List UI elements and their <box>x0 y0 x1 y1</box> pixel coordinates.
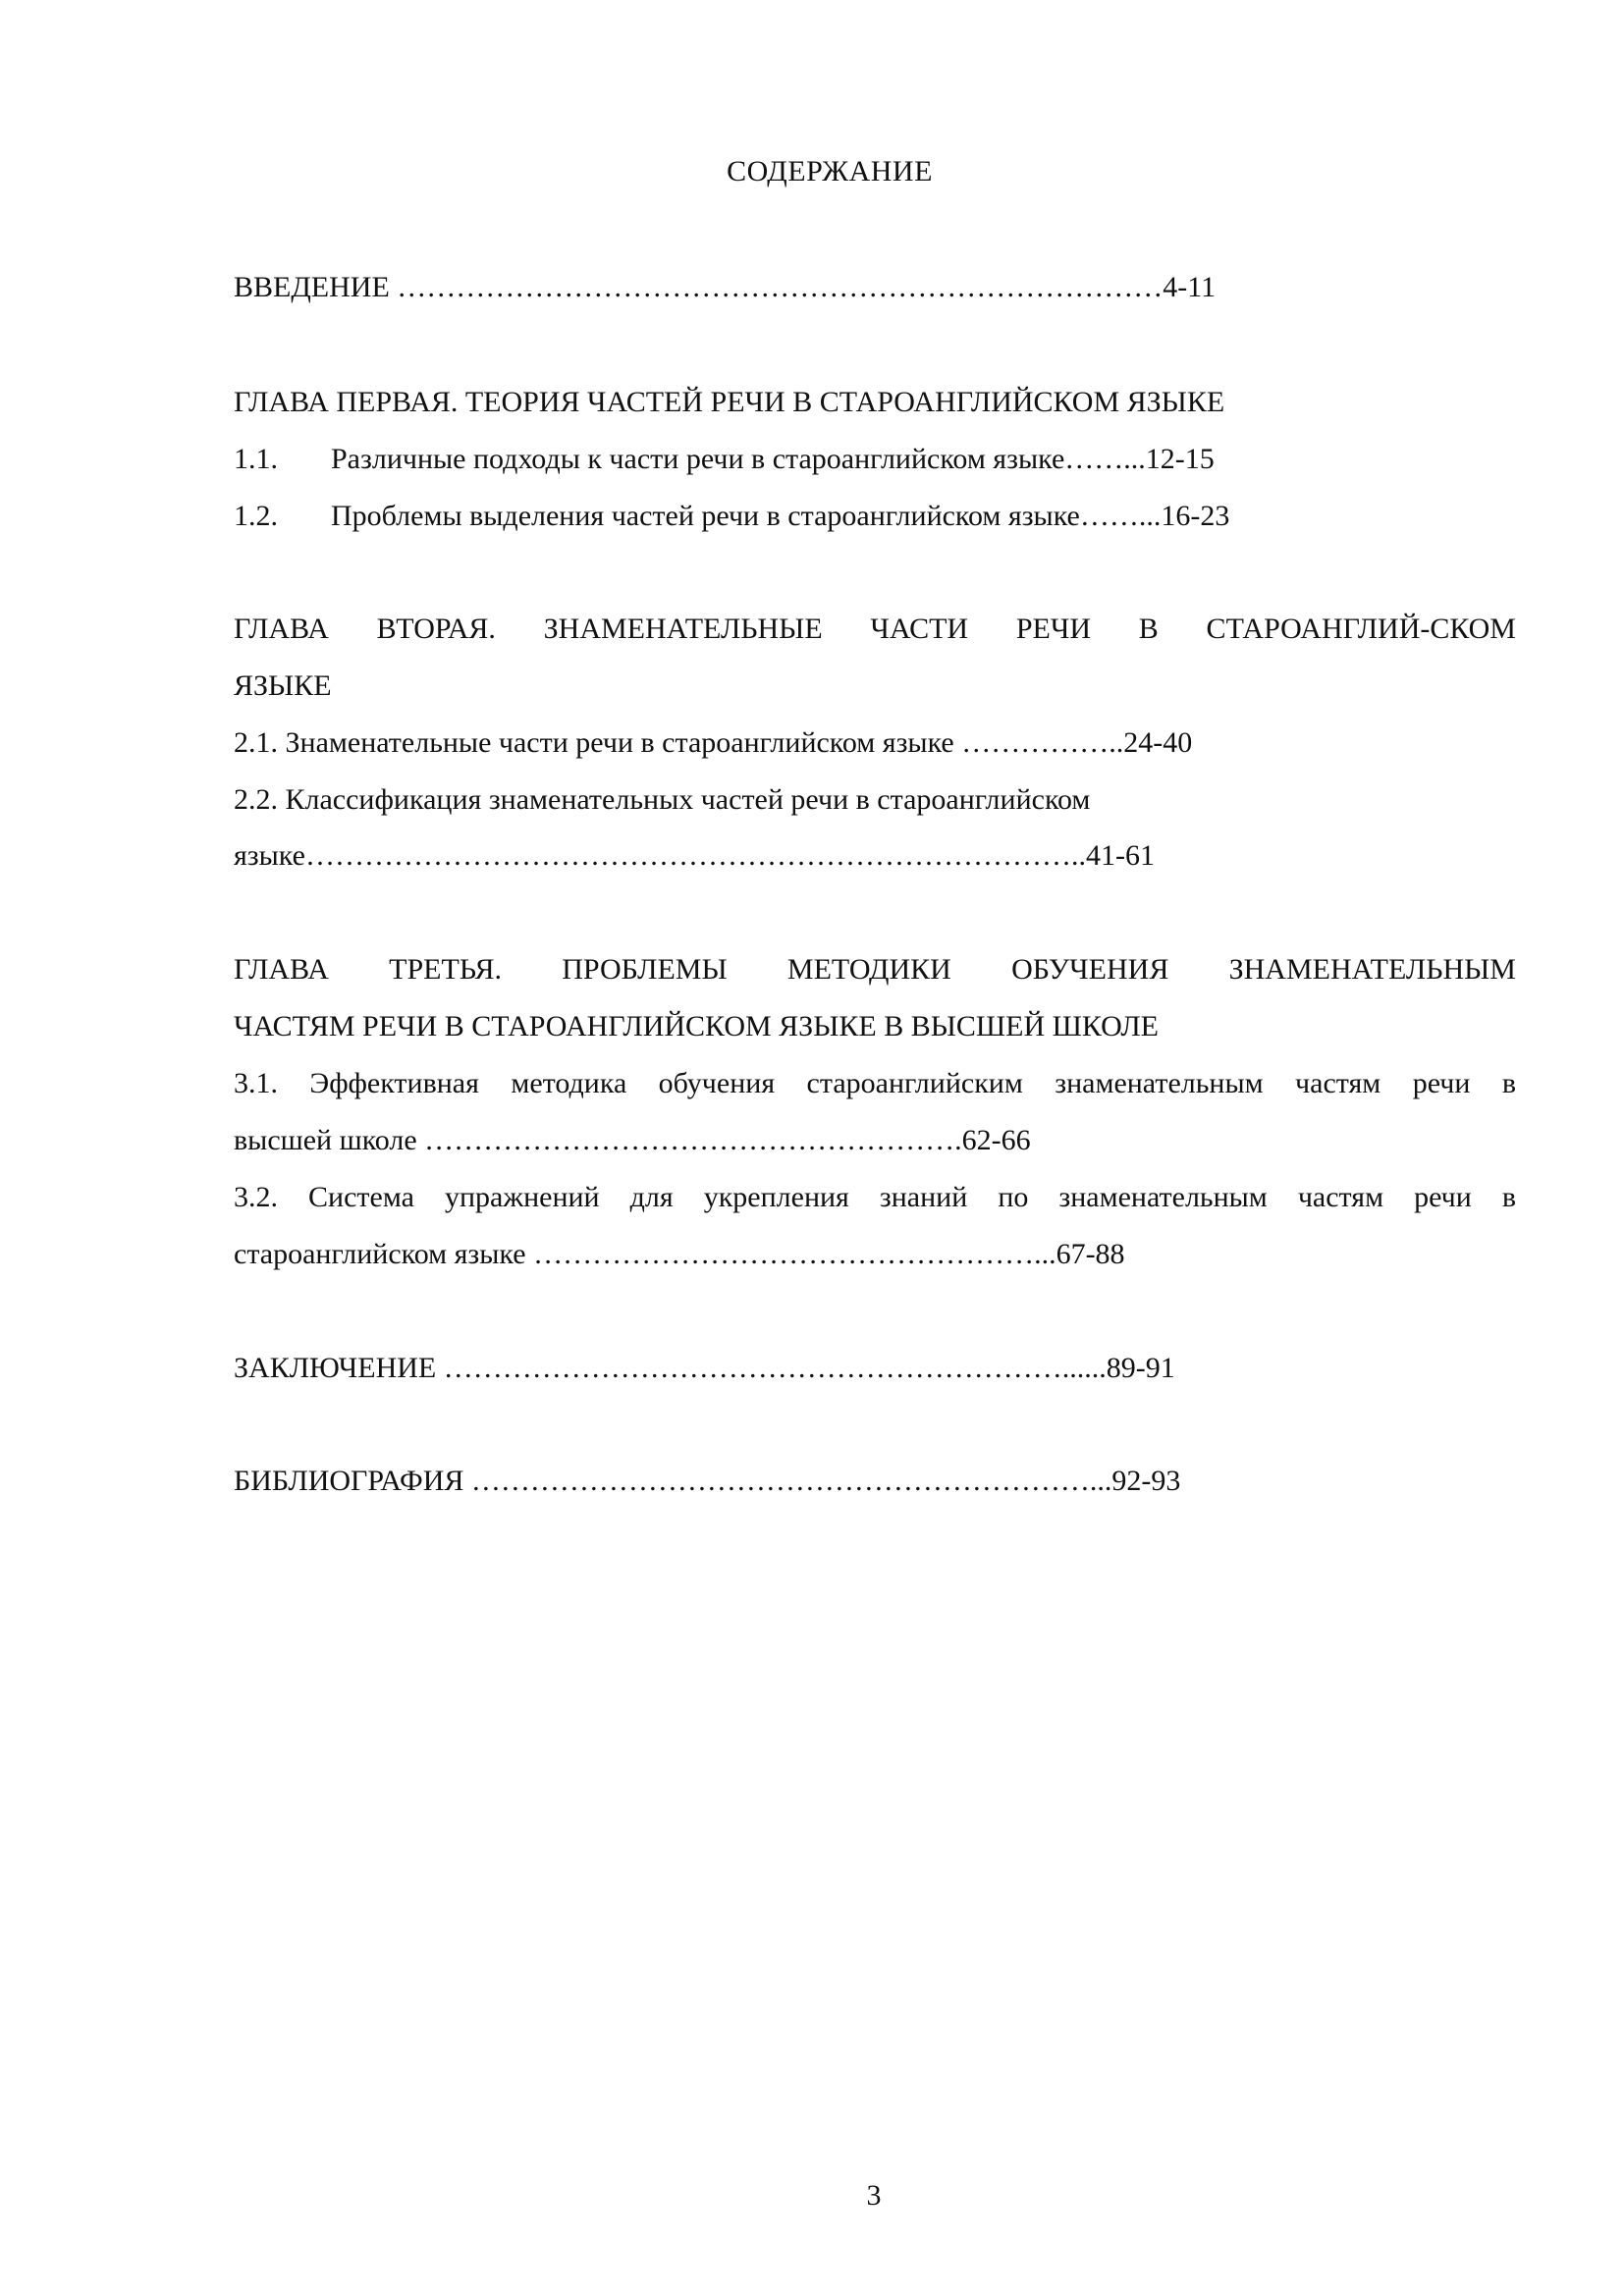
toc-entry-3-1-line-2: высшей школе ……………………………………………….62-66 <box>234 1124 1031 1156</box>
toc-entry-3-1-line-1: 3.1. Эффективная методика обучения староанглийским знаменательным частям речи в <box>234 1067 1516 1099</box>
toc-entry-3-2-line-1: 3.2. Система упражнений для укрепления знаний по знаменательным частям речи в <box>234 1181 1516 1213</box>
toc-entry-2-2-line-2: языке……………………………………………………………………..41-61 <box>234 839 1155 872</box>
toc-title: СОДЕРЖАНИЕ <box>727 155 933 187</box>
toc-entry-introduction: ВВЕДЕНИЕ ……………………………………………………………………4-11 <box>234 271 1217 303</box>
chapter-3-heading-line-1: ГЛАВА ТРЕТЬЯ. ПРОБЛЕМЫ МЕТОДИКИ ОБУЧЕНИЯ ЗНАМЕНАТЕЛЬНЫМ <box>234 953 1516 986</box>
section-title: Проблемы выделения частей речи в староанглийском языке……...16-23 <box>331 500 1230 532</box>
toc-entry-2-1: 2.1. Знаменательные части речи в староанглийском языке ……………..24-40 <box>234 726 1193 759</box>
chapter-2-heading-line-2: ЯЗЫКЕ <box>234 669 332 702</box>
toc-entry-3-2-line-2: староанглийском языке ……………………………………………...67-88 <box>234 1238 1125 1270</box>
page-number: 3 <box>866 2179 882 2212</box>
toc-entry-1-1 <box>234 441 1215 478</box>
chapter-2-heading-line-1: ГЛАВА ВТОРАЯ. ЗНАМЕНАТЕЛЬНЫЕ ЧАСТИ РЕЧИ В СТАРОАНГЛИЙ-СКОМ <box>234 613 1516 645</box>
section-number: 1.2. <box>234 500 278 532</box>
toc-entry-bibliography: БИБЛИОГРАФИЯ ………………………………………………………...92-93 <box>234 1465 1181 1497</box>
section-number: 1.1. <box>234 443 278 475</box>
section-title: Различные подходы к части речи в староанглийском языке……...12-15 <box>331 443 1215 475</box>
chapter-3-heading-line-2: ЧАСТЯМ РЕЧИ В СТАРОАНГЛИЙСКОМ ЯЗЫКЕ В ВЫСШЕЙ ШКОЛЕ <box>234 1010 1160 1042</box>
toc-entry-1-2 <box>234 498 1229 535</box>
chapter-1-heading: ГЛАВА ПЕРВАЯ. ТЕОРИЯ ЧАСТЕЙ РЕЧИ В СТАРОАНГЛИЙСКОМ ЯЗЫКЕ <box>234 386 1225 418</box>
toc-entry-conclusion: ЗАКЛЮЧЕНИЕ ………………………………………………………......89-91 <box>234 1352 1175 1384</box>
toc-entry-2-2-line-1: 2.2. Классификация знаменательных частей речи в староанглийском <box>234 783 1091 816</box>
